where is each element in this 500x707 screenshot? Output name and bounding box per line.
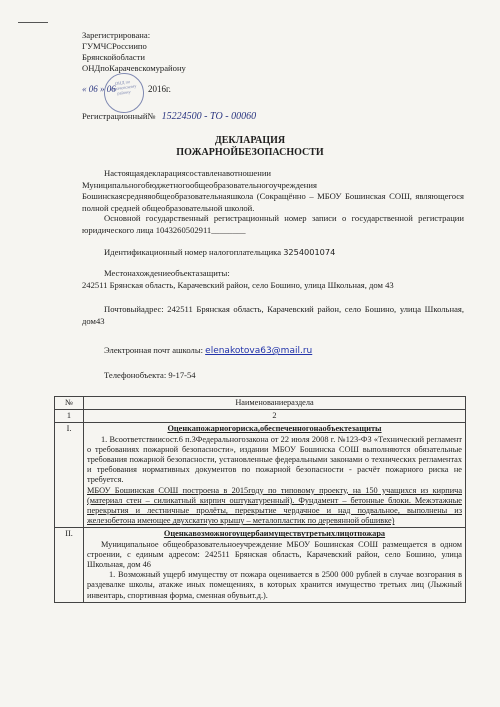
table-header-row xyxy=(55,397,466,410)
sections-table xyxy=(54,396,466,603)
email-link[interactable]: elenakotova63@mail.ru xyxy=(205,346,313,356)
table-row xyxy=(55,423,466,528)
index-num: 1 xyxy=(55,410,84,423)
section-paragraph: 1. Всоответствиисост.6 п.3Федеральногозакона от 22 июля 2008 г. №123-ФЗ «Технический регламент о требованиях пожарной безопасности», издании МБОУ Бошинска СОШ выполняются обязательные требования пожарной безопасности, установленные федеральными законами о технических регламентах и требования нормативных документов по пожарной безопасности - расчёт пожарного риска не требуется. xyxy=(87,434,462,485)
regnum-handwritten: 15224500 - ТО - 00060 xyxy=(161,111,257,122)
index-name: 2 xyxy=(84,410,466,423)
registration-line: ГУМЧСРоссиипо xyxy=(82,41,147,51)
handwritten-date: « 06 » 06 xyxy=(82,84,116,94)
registration-line: Брянскойобласти xyxy=(82,52,145,62)
section-title: Оценкавозможногоущербаимуществутретьихлицотпожара xyxy=(163,529,386,539)
phone-line: Телефонобъекта: 9-17-54 xyxy=(104,370,196,380)
document-title: ДЕКЛАРАЦИЯ xyxy=(214,135,286,146)
location-label: Местонахождениеобъектазащиты: xyxy=(104,268,230,278)
table-row xyxy=(55,528,466,602)
postal-address: Почтовыйадрес: 242511 Брянская область, Карачевский район, село Бошино, улица Школьная, дом43 xyxy=(82,304,464,326)
ogrn-paragraph: Основной государственный регистрационный номер записи о государственной регистрации юридического лица 1043260502911________ xyxy=(82,213,464,235)
registration-number xyxy=(82,111,256,122)
header-name: Наименованиераздела xyxy=(84,397,466,410)
intro-paragraph: Настоящаядекларациясоставленавотношении Муниципальногобюджетногообщеобразовательногоучреждения Бошинскаясредняяобщеобразовательнаяшкола (Сокращённо – МБОУ Бошинская СОШ, являющегося полной средней общеобразовательной школой. xyxy=(82,168,464,213)
email-label: Электронная почт ашколы: xyxy=(104,345,203,355)
registration-line: ОНДпоКарачевскомурайону xyxy=(82,63,186,73)
section-num: I. xyxy=(55,423,84,528)
location-value: 242511 Брянская область, Карачевский район, село Бошино, улица Школьная, дом 43 xyxy=(82,280,394,290)
email-line xyxy=(82,345,464,358)
inn-line xyxy=(82,247,464,259)
section-paragraph: МБОУ Бошинская СОШ построена в 2015году по типовому проекту, на 150 учащихся из кирпича (материал стен – силикатный кирпич оштукатуренный). Фундамент – бетонные блоки. Межэтажные перекрытия и лестничные пролёты, перекрытие чердачное и над подвальное, выполнены из железобетона имеющее двухскатную крышу – металопластик по деревянной обшивке) xyxy=(87,485,462,526)
registration-date xyxy=(82,84,171,94)
table-index-row xyxy=(55,410,466,423)
regnum-label: Регистрационный№ xyxy=(82,111,156,121)
inn-value: 3254001074 xyxy=(283,247,336,257)
document-subtitle: ПОЖАРНОЙБЕЗОПАСНОСТИ xyxy=(176,147,324,158)
corner-mark xyxy=(18,22,48,23)
inn-label: Идентификационный номер налогоплательщика xyxy=(104,247,282,257)
section-cell xyxy=(84,528,466,602)
section-cell xyxy=(84,423,466,528)
header-num: № xyxy=(55,397,84,410)
stamp-text: ОНД по Карачевскому району xyxy=(109,79,137,96)
section-num: II. xyxy=(55,528,84,602)
date-year: 2016г. xyxy=(148,84,171,94)
section-paragraph: 1. Возможный ущерб имуществу от пожара оценивается в 2500 000 рублей в случае возгорания в раздевалке школы, атакже иных помещениях, в которых хранится имущество третьих лиц (Лыжный инвентарь, спортивная форма, сменная обувьит.д.). xyxy=(87,570,462,600)
registration-line: Зарегистрирована: xyxy=(82,30,151,40)
section-title: Оценкапожарногориска,обеспеченногонаобъектезащиты xyxy=(167,424,382,434)
section-paragraph: Муниципальное общеобразовательноеучреждение МБОУ Бошинская СОШ размещается в одном строении, с единым адресом: 242511 Брянская область, Карачевский район, село Бошино, улица Школьная, дом 46 xyxy=(87,539,462,570)
registration-block xyxy=(82,30,186,74)
